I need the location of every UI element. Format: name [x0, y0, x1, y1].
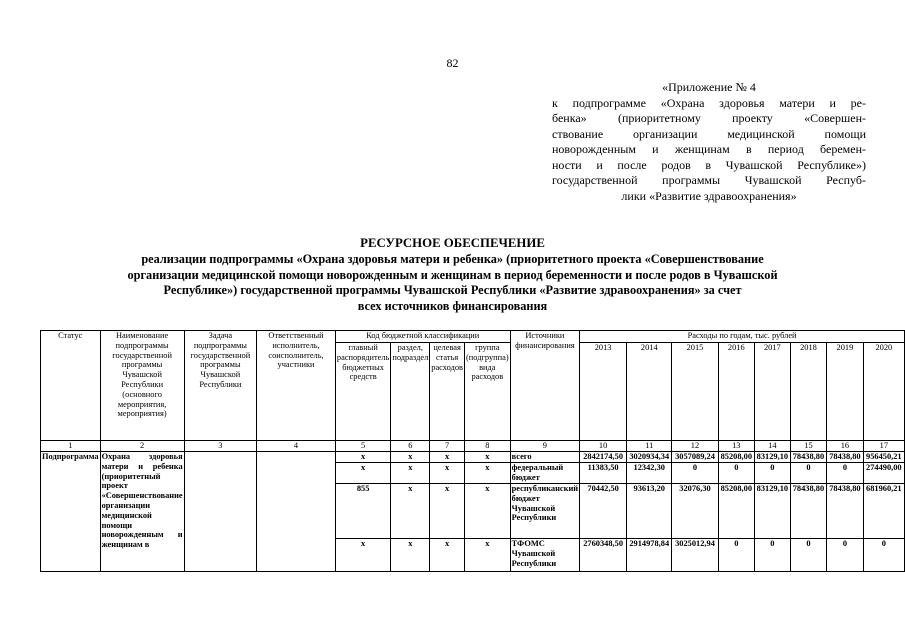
- header-main-manager: главный распорядитель бюджетных средств: [335, 343, 390, 441]
- column-number: 4: [257, 441, 336, 452]
- value-cell: 78438,80: [790, 484, 826, 539]
- value-cell: 0: [863, 539, 904, 572]
- document-heading: [40, 236, 865, 315]
- target-cell: x: [430, 452, 465, 463]
- column-number-row: [41, 441, 905, 452]
- column-number: 7: [430, 441, 465, 452]
- value-cell: 93613,20: [627, 484, 672, 539]
- column-number: 15: [790, 441, 826, 452]
- value-cell: 0: [755, 463, 791, 484]
- header-name: Наименование подпрограммы государственной программы Чувашской Республики (основного мероприятия, мероприятия): [100, 331, 184, 441]
- heading-line: Республике») государственной программы Чувашской Республики «Развитие здравоохранения» за счет: [163, 283, 742, 298]
- header-year: 2019: [827, 343, 863, 441]
- value-cell: 32076,30: [672, 484, 718, 539]
- header-group: группа (подгруппа) вида расходов: [464, 343, 510, 441]
- value-cell: 0: [790, 463, 826, 484]
- value-cell: 11383,50: [580, 463, 627, 484]
- value-cell: 78438,80: [790, 452, 826, 463]
- resource-table: [40, 330, 905, 572]
- target-cell: x: [430, 539, 465, 572]
- header-year: 2018: [790, 343, 826, 441]
- program-name-cell: Охрана здоровья матери и ребенка (приоритетный проект «Совершенствование организации медицинской помощи новорожденным и женщинам в: [100, 452, 184, 572]
- value-cell: 85208,00: [718, 452, 754, 463]
- value-cell: 0: [790, 539, 826, 572]
- value-cell: 70442,50: [580, 484, 627, 539]
- header-year: 2016: [718, 343, 754, 441]
- table-row: [41, 452, 905, 463]
- appendix-note: [552, 80, 866, 204]
- header-budget-code: Код бюджетной классификации: [335, 331, 510, 343]
- heading-line: всех источников финансирования: [357, 299, 548, 314]
- executor-cell: [257, 452, 336, 572]
- group-cell: x: [464, 463, 510, 484]
- header-section: раздел, подраздел: [391, 343, 430, 441]
- value-cell: 78438,80: [827, 484, 863, 539]
- appendix-line: ствование организации медицинской помощи: [552, 126, 866, 141]
- value-cell: 83129,10: [755, 452, 791, 463]
- source-cell: всего: [510, 452, 580, 463]
- column-number: 14: [755, 441, 791, 452]
- column-number: 11: [627, 441, 672, 452]
- appendix-line: ности и после родов в Чувашской Республике»): [552, 157, 866, 172]
- header-task: Задача подпрограммы государственной программы Чувашской Республики: [184, 331, 256, 441]
- source-cell: федеральный бюджет: [510, 463, 580, 484]
- heading-line: организации медицинской помощи новорожденным и женщинам в период беременности и после родов в Чувашской: [127, 267, 778, 282]
- section-cell: x: [391, 452, 430, 463]
- value-cell: 0: [672, 463, 718, 484]
- value-cell: 12342,30: [627, 463, 672, 484]
- header-year: 2015: [672, 343, 718, 441]
- section-cell: x: [391, 463, 430, 484]
- column-number: 3: [184, 441, 256, 452]
- header-target: целевая статья расходов: [430, 343, 465, 441]
- column-number: 16: [827, 441, 863, 452]
- column-number: 9: [510, 441, 580, 452]
- value-cell: 83129,10: [755, 484, 791, 539]
- heading-line: реализации подпрограммы «Охрана здоровья матери и ребенка» (приоритетного проекта «Совершенствование: [141, 251, 764, 266]
- column-number: 12: [672, 441, 718, 452]
- value-cell: 956450,21: [863, 452, 904, 463]
- task-cell: [184, 452, 256, 572]
- value-cell: 3057089,24: [672, 452, 718, 463]
- value-cell: 0: [718, 539, 754, 572]
- value-cell: 0: [755, 539, 791, 572]
- target-cell: x: [430, 463, 465, 484]
- grbs-cell: x: [335, 463, 390, 484]
- status-cell: Подпрограмма: [41, 452, 101, 572]
- value-cell: 0: [827, 463, 863, 484]
- value-cell: 2760348,50: [580, 539, 627, 572]
- appendix-line: лики «Развитие здравоохранения»: [621, 188, 797, 203]
- group-cell: x: [464, 484, 510, 539]
- grbs-cell: x: [335, 452, 390, 463]
- column-number: 1: [41, 441, 101, 452]
- header-executor: Ответственный исполнитель, соисполнитель, участники: [257, 331, 336, 441]
- appendix-line: бенка» (приоритетному проекту «Совершен-: [552, 111, 866, 125]
- value-cell: 78438,80: [827, 452, 863, 463]
- value-cell: 85208,00: [718, 484, 754, 539]
- group-cell: x: [464, 539, 510, 572]
- grbs-cell: x: [335, 539, 390, 572]
- value-cell: 0: [718, 463, 754, 484]
- value-cell: 681960,21: [863, 484, 904, 539]
- header-expenses: Расходы по годам, тыс. рублей: [580, 331, 905, 343]
- group-cell: x: [464, 452, 510, 463]
- heading-title: РЕСУРСНОЕ ОБЕСПЕЧЕНИЕ: [360, 236, 545, 250]
- value-cell: 2914978,84: [627, 539, 672, 572]
- header-year: 2020: [863, 343, 904, 441]
- value-cell: 274490,00: [863, 463, 904, 484]
- column-number: 5: [335, 441, 390, 452]
- column-number: 6: [391, 441, 430, 452]
- header-year: 2013: [580, 343, 627, 441]
- column-number: 2: [100, 441, 184, 452]
- header-status: Статус: [41, 331, 101, 441]
- source-cell: республиканский бюджет Чувашской Республики: [510, 484, 580, 539]
- value-cell: 3025012,94: [672, 539, 718, 572]
- header-sources: Источники финансирования: [510, 331, 580, 441]
- column-number: 10: [580, 441, 627, 452]
- grbs-cell: 855: [335, 484, 390, 539]
- source-cell: ТФОМС Чувашской Республики: [510, 539, 580, 572]
- column-number: 13: [718, 441, 754, 452]
- target-cell: x: [430, 484, 465, 539]
- header-year: 2017: [755, 343, 791, 441]
- value-cell: 0: [827, 539, 863, 572]
- appendix-line: новорожденным и женщинам в период беремен-: [552, 142, 866, 156]
- column-number: 17: [863, 441, 904, 452]
- appendix-line: к подпрограмме «Охрана здоровья матери и ре-: [552, 95, 866, 110]
- value-cell: 3020934,34: [627, 452, 672, 463]
- header-year: 2014: [627, 343, 672, 441]
- value-cell: 2842174,50: [580, 452, 627, 463]
- appendix-line: государственной программы Чувашской Респуб-: [552, 173, 866, 187]
- column-number: 8: [464, 441, 510, 452]
- section-cell: x: [391, 539, 430, 572]
- appendix-title: «Приложение № 4: [662, 80, 756, 94]
- page-number: 82: [446, 56, 459, 70]
- section-cell: x: [391, 484, 430, 539]
